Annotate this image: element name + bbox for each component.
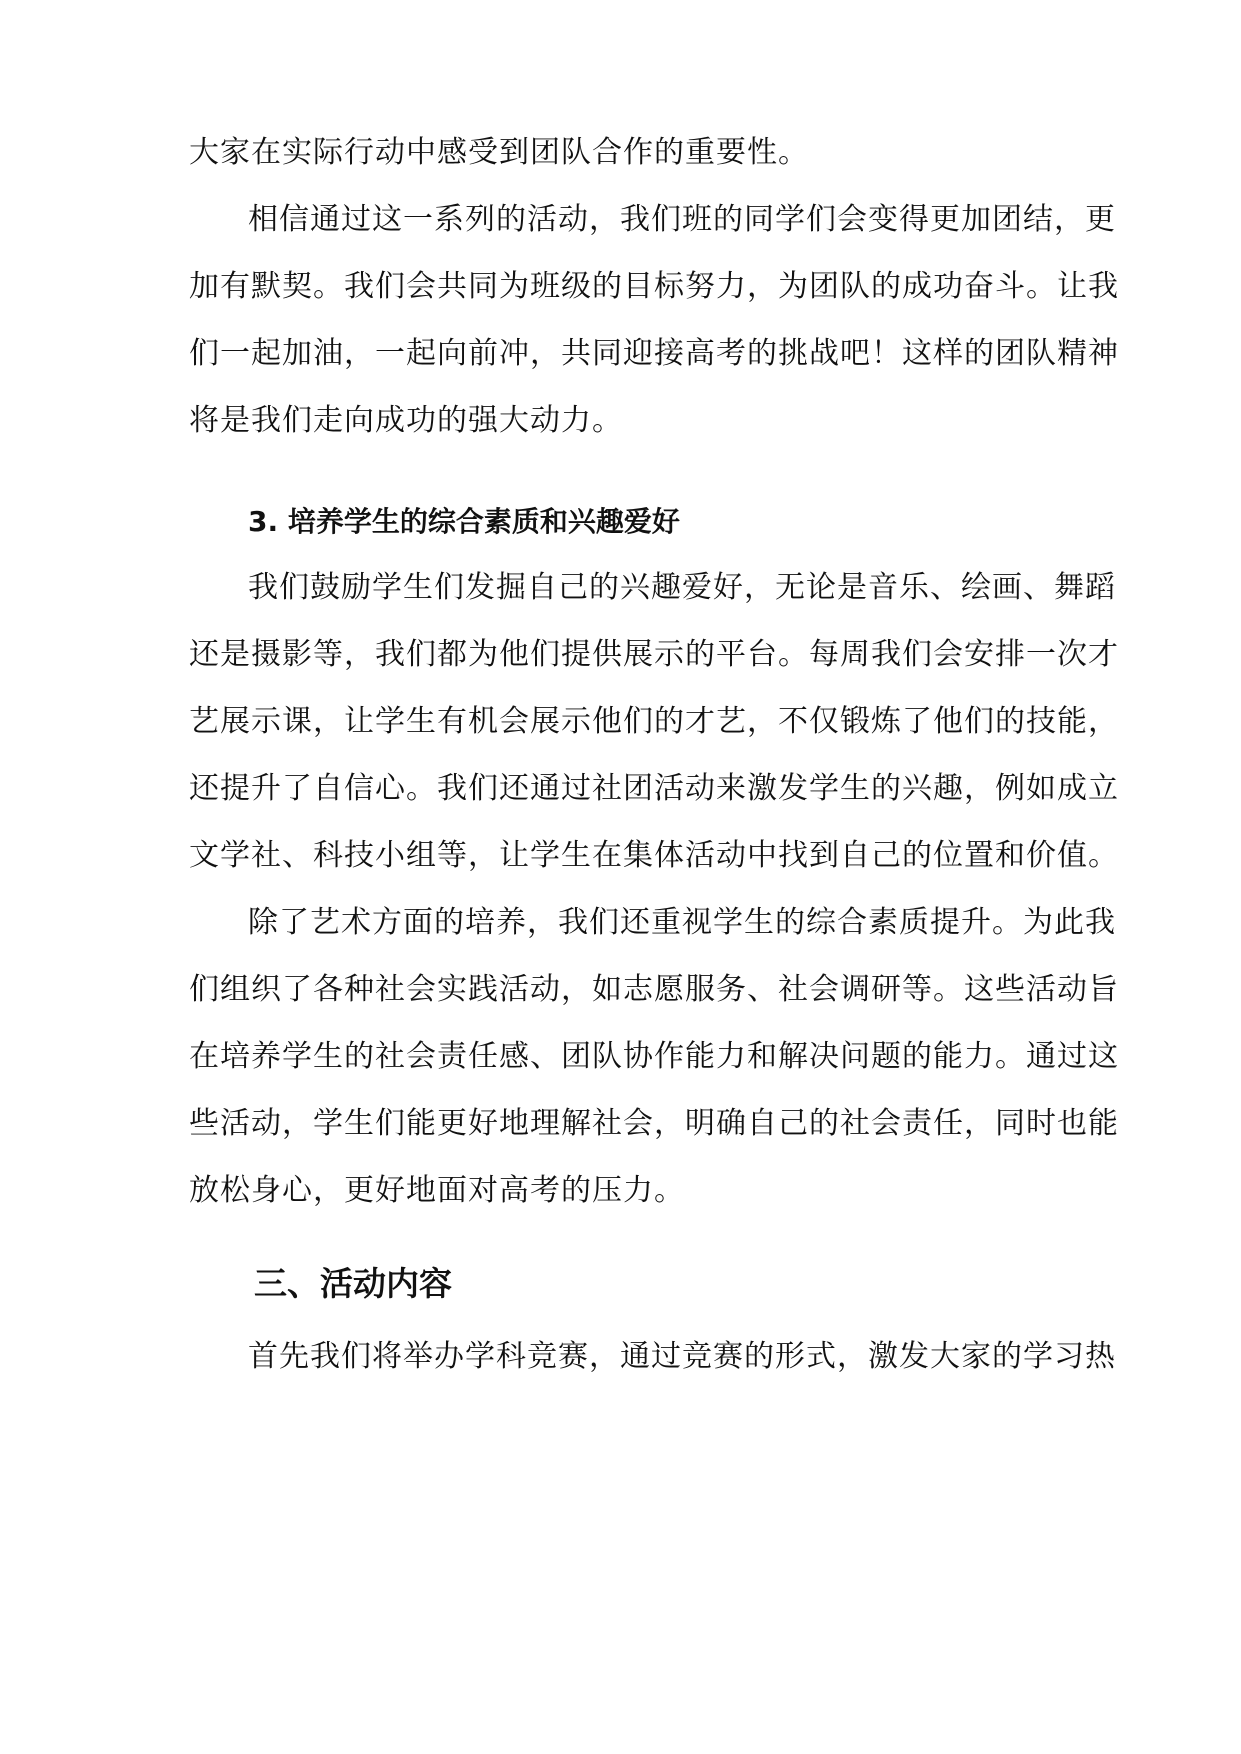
- paragraph-line: 艺展示课，让学生有机会展示他们的才艺，不仅锻炼了他们的技能，: [189, 704, 1119, 739]
- paragraph-line: 大家在实际行动中感受到团队合作的重要性。: [189, 135, 809, 170]
- paragraph-line: 首先我们将举办学科竞赛，通过竞赛的形式，激发大家的学习热: [248, 1339, 1116, 1374]
- paragraph-line: 还是摄影等，我们都为他们提供展示的平台。每周我们会安排一次才: [189, 637, 1119, 672]
- section-subheading: 3. 培养学生的综合素质和兴趣爱好: [248, 505, 680, 538]
- paragraph-line: 我们鼓励学生们发掘自己的兴趣爱好，无论是音乐、绘画、舞蹈: [248, 570, 1116, 605]
- paragraph-line: 文学社、科技小组等，让学生在集体活动中找到自己的位置和价值。: [189, 838, 1119, 873]
- paragraph-line: 们一起加油，一起向前冲，共同迎接高考的挑战吧！这样的团队精神: [189, 336, 1119, 371]
- paragraph-line: 除了艺术方面的培养，我们还重视学生的综合素质提升。为此我: [248, 905, 1116, 940]
- section-heading: 三、活动内容: [254, 1264, 452, 1303]
- paragraph-line: 放松身心，更好地面对高考的压力。: [189, 1173, 685, 1208]
- paragraph-line: 相信通过这一系列的活动，我们班的同学们会变得更加团结，更: [248, 202, 1116, 237]
- paragraph-line: 在培养学生的社会责任感、团队协作能力和解决问题的能力。通过这: [189, 1039, 1119, 1074]
- paragraph-line: 们组织了各种社会实践活动，如志愿服务、社会调研等。这些活动旨: [189, 972, 1119, 1007]
- paragraph-line: 还提升了自信心。我们还通过社团活动来激发学生的兴趣，例如成立: [189, 771, 1119, 806]
- paragraph-line: 加有默契。我们会共同为班级的目标努力，为团队的成功奋斗。让我: [189, 269, 1119, 304]
- paragraph-line: 将是我们走向成功的强大动力。: [189, 403, 623, 438]
- paragraph-line: 些活动，学生们能更好地理解社会，明确自己的社会责任，同时也能: [189, 1106, 1119, 1141]
